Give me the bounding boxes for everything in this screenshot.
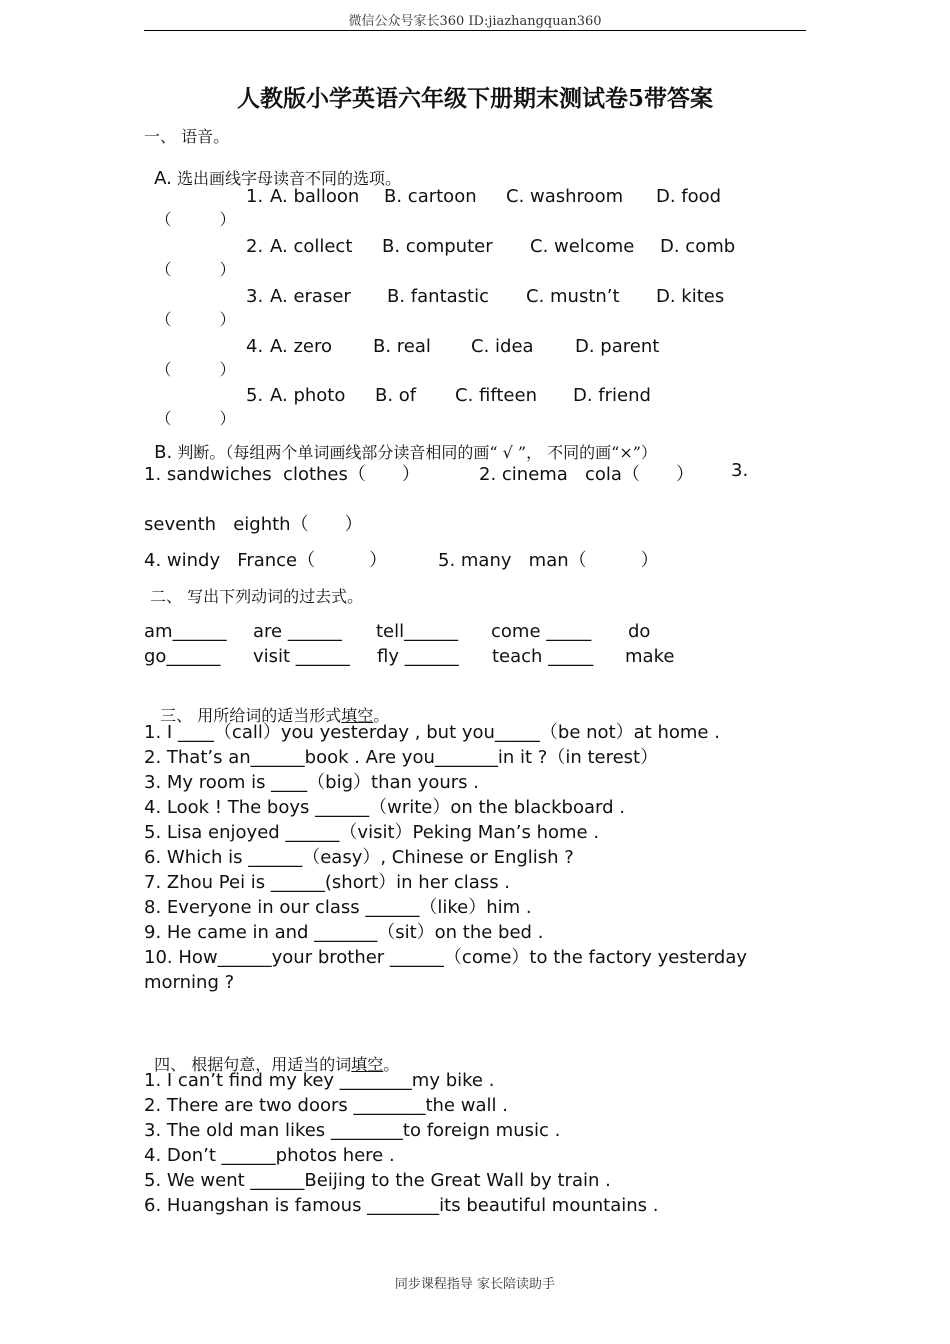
partA-text: 选出画线字母读音不同的选项。	[171, 169, 401, 188]
verb-fly: fly ______	[377, 646, 459, 667]
verb-make: make	[625, 646, 675, 667]
partA-item-2	[144, 236, 235, 280]
option-a: A. zero	[270, 336, 332, 357]
list-item: 8. Everyone in our class ______（like）him .	[144, 897, 532, 918]
partA-item-3	[144, 286, 235, 330]
section4-heading-end: 。	[383, 1055, 400, 1074]
option-b: B. real	[373, 336, 431, 357]
list-item: 7. Zhou Pei is ______(short）in her class .	[144, 872, 511, 893]
list-item: 10. How______your brother ______（come）to the factory yesterday	[144, 947, 748, 968]
verb-am: am______	[144, 621, 227, 642]
partA-heading	[144, 147, 401, 189]
option-b: B. computer	[382, 236, 493, 257]
section1-heading: 一、 语音。	[144, 127, 230, 146]
answer-paren: （ ）	[155, 210, 236, 229]
verb-are: are ______	[253, 621, 342, 642]
list-item: 3. The old man likes ________to foreign music .	[144, 1120, 561, 1141]
partB-item-3-num: 3.	[731, 460, 749, 481]
answer-paren: （ ）	[155, 409, 236, 428]
section4-heading-underlined: 填空	[351, 1055, 384, 1074]
section3-heading-underlined: 填空	[341, 706, 374, 725]
option-a: A. collect	[270, 236, 353, 257]
option-b: B. fantastic	[387, 286, 489, 307]
list-item: 2. There are two doors ________the wall .	[144, 1095, 508, 1116]
list-item: morning ?	[144, 972, 235, 993]
option-a: A. photo	[270, 385, 346, 406]
option-b: B. cartoon	[384, 186, 477, 207]
list-item: 5. We went ______Beijing to the Great Wall by train .	[144, 1170, 611, 1191]
page-footer: 同步课程指导 家长陪读助手	[394, 1277, 556, 1292]
option-d: D. parent	[575, 336, 660, 357]
partB-item-1: 1. sandwiches clothes（ ）	[144, 464, 420, 485]
option-b: B. of	[375, 385, 417, 406]
list-item: 5. Lisa enjoyed ______（visit）Peking Man’s home .	[144, 822, 600, 843]
option-d: D. food	[656, 186, 722, 207]
verb-teach: teach _____	[492, 646, 594, 667]
partA-item-5-num: 5.	[246, 385, 264, 406]
partB-text: 判断。（每组两个单词画线部分读音相同的画“ √ ”， 不同的画“×”）	[172, 443, 657, 462]
answer-paren: （ ）	[155, 360, 236, 379]
verb-do: do	[628, 621, 651, 642]
list-item: 3. My room is ____（big）than yours .	[144, 772, 479, 793]
partA-item-4	[144, 336, 235, 380]
verb-come: come _____	[491, 621, 592, 642]
partB-item-4: 4. windy France（ ）	[144, 550, 388, 571]
option-c: C. idea	[471, 336, 534, 357]
partA-item-3-num: 3.	[246, 286, 264, 307]
section4-lines	[144, 1068, 658, 1218]
partA-item-4-num: 4.	[246, 336, 264, 357]
answer-paren: （ ）	[155, 310, 236, 329]
partA-item-2-num: 2.	[246, 236, 264, 257]
partB-item-5: 5. many man（ ）	[438, 550, 659, 571]
answer-paren: （ ）	[155, 260, 236, 279]
list-item: 1. I can’t find my key ________my bike .	[144, 1070, 495, 1091]
option-c: C. mustn’t	[526, 286, 620, 307]
section2-heading: 二、 写出下列动词的过去式。	[150, 587, 364, 606]
list-item: 6. Which is ______（easy）, Chinese or English ?	[144, 847, 574, 868]
header-rule	[144, 30, 806, 31]
option-d: D. comb	[660, 236, 736, 257]
section3-heading-end: 。	[373, 706, 390, 725]
list-item: 9. He came in and _______（sit）on the bed .	[144, 922, 544, 943]
partB-heading	[144, 421, 657, 463]
option-d: D. kites	[656, 286, 725, 307]
partB-item-2: 2. cinema cola（ ）	[479, 464, 694, 485]
option-a: A. eraser	[270, 286, 351, 307]
partB-item-3: seventh eighth（ ）	[144, 514, 363, 535]
page-title: 人教版小学英语六年级下册期末测试卷5带答案	[236, 85, 713, 112]
page-header: 微信公众号家长360 ID:jiazhangquan360	[348, 14, 602, 29]
list-item: 4. Look ! The boys ______（write）on the blackboard .	[144, 797, 625, 818]
partA-prefix: A.	[154, 168, 172, 189]
list-item: 6. Huangshan is famous ________its beautiful mountains .	[144, 1195, 659, 1216]
partA-item-1	[144, 186, 235, 230]
section3-lines	[144, 720, 747, 995]
option-a: A. balloon	[270, 186, 360, 207]
option-c: C. welcome	[530, 236, 635, 257]
section4-heading-text: 四、 根据句意，用适当的词	[154, 1055, 352, 1074]
partB-prefix: B.	[154, 442, 173, 463]
list-item: 2. That’s an______book . Are you_______in it ?（in terest）	[144, 747, 659, 768]
verb-visit: visit ______	[253, 646, 350, 667]
option-c: C. washroom	[506, 186, 624, 207]
partA-item-1-num: 1.	[246, 186, 264, 207]
list-item: 4. Don’t ______photos here .	[144, 1145, 395, 1166]
section3-heading-text: 三、 用所给词的适当形式	[160, 706, 342, 725]
list-item: 1. I ____（call）you yesterday , but you_____（be not）at home .	[144, 722, 720, 743]
verb-go: go______	[144, 646, 221, 667]
verb-tell: tell______	[376, 621, 459, 642]
option-c: C. fifteen	[455, 385, 537, 406]
option-d: D. friend	[573, 385, 651, 406]
